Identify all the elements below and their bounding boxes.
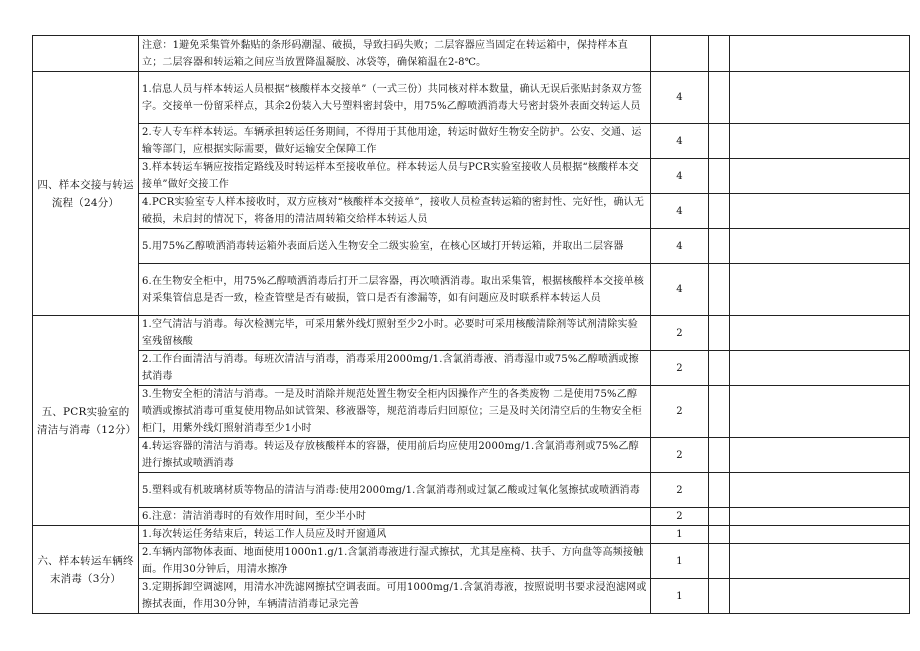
table-row bbox=[33, 544, 910, 579]
table-row bbox=[33, 351, 910, 386]
blank-cell bbox=[709, 264, 730, 316]
remarks-cell bbox=[730, 36, 910, 72]
remarks-cell bbox=[730, 264, 910, 316]
item-text: 6.注意：清洁消毒时的有效作用时间，至少半小时 bbox=[139, 508, 651, 526]
table-row bbox=[33, 124, 910, 159]
inspection-table bbox=[32, 35, 910, 614]
blank-cell bbox=[709, 124, 730, 159]
blank-cell bbox=[709, 229, 730, 264]
blank-cell bbox=[709, 159, 730, 194]
remarks-cell bbox=[730, 386, 910, 438]
category-cell bbox=[33, 36, 139, 72]
table-row bbox=[33, 526, 910, 544]
blank-cell bbox=[709, 72, 730, 124]
note-text: 注意：1避免采集管外黏贴的条形码潮湿、破损，导致扫码失败；二层容器应当固定在转运箱中，保持样本直立；二层容器和转运箱之间应当放置降温凝胶、冰袋等，确保箱温在2-8℃。 bbox=[139, 36, 651, 72]
score-cell: 4 bbox=[651, 194, 709, 229]
score-cell: 1 bbox=[651, 544, 709, 579]
item-text: 4.转运容器的清洁与消毒。转运及存放核酸样本的容器，使用前后均应使用2000mg/1.含氯消毒剂或75%乙醇进行擦拭或喷洒消毒 bbox=[139, 438, 651, 473]
item-text: 3.样本转运车辆应按指定路线及时转运样本至接收单位。样本转运人员与PCR实验室接收人员根据“核酸样本交接单”做好交接工作 bbox=[139, 159, 651, 194]
item-text: 1.空气清洁与消毒。每次检测完毕，可采用紫外线灯照射至少2小时。必要时可采用核酸清除剂等试剂清除实验室残留核酸 bbox=[139, 316, 651, 351]
remarks-cell bbox=[730, 438, 910, 473]
score-cell bbox=[651, 36, 709, 72]
scoring-sheet bbox=[32, 35, 909, 614]
remarks-cell bbox=[730, 124, 910, 159]
score-cell: 2 bbox=[651, 316, 709, 351]
blank-cell bbox=[709, 351, 730, 386]
blank-cell bbox=[709, 36, 730, 72]
item-text: 1.每次转运任务结束后，转运工作人员应及时开窗通风 bbox=[139, 526, 651, 544]
item-text: 5.用75%乙醇喷洒消毒转运箱外表面后送入生物安全二级实验室，在核心区域打开转运箱，并取出二层容器 bbox=[139, 229, 651, 264]
table-row bbox=[33, 473, 910, 508]
score-cell: 2 bbox=[651, 473, 709, 508]
item-text: 3.定期拆卸空调滤网，用清水冲洗滤网擦拭空调表面。可用1000mg/1.含氯消毒液，按照说明书要求浸泡滤网或擦拭表面，作用30分钟，车辆清洁消毒记录完善 bbox=[139, 579, 651, 614]
table-row bbox=[33, 159, 910, 194]
item-text: 6.在生物安全柜中，用75%乙醇喷洒消毒后打开二层容器，再次喷洒消毒。取出采集管，根据核酸样本交接单核对采集管信息是否一致，检查管壁是否有破损，管口是否有渗漏等，如有问题应及时联系样本转运人员 bbox=[139, 264, 651, 316]
item-text: 1.信息人员与样本转运人员根据“核酸样本交接单”（一式三份）共同核对样本数量，确认无误后张贴封条双方签字。交接单一份留采样点，其余2份装入大号塑料密封袋中，用75%乙醇喷洒消毒大号密封袋外表面交转运人员 bbox=[139, 72, 651, 124]
remarks-cell bbox=[730, 544, 910, 579]
score-cell: 2 bbox=[651, 351, 709, 386]
score-cell: 1 bbox=[651, 579, 709, 614]
remarks-cell bbox=[730, 159, 910, 194]
table-row bbox=[33, 386, 910, 438]
item-text: 2.车辆内部物体表面、地面使用1000n1.g/1.含氯消毒液进行湿式擦拭，尤其是座椅、扶手、方向盘等高频接触面。作用30分钟后，用清水擦净 bbox=[139, 544, 651, 579]
score-cell: 4 bbox=[651, 229, 709, 264]
score-cell: 4 bbox=[651, 124, 709, 159]
blank-cell bbox=[709, 473, 730, 508]
section-title: 五、PCR实验室的清洁与消毒（12分） bbox=[33, 316, 139, 526]
section-title: 四、样本交接与转运流程（24分） bbox=[33, 72, 139, 316]
table-row bbox=[33, 508, 910, 526]
remarks-cell bbox=[730, 229, 910, 264]
blank-cell bbox=[709, 579, 730, 614]
table-row bbox=[33, 229, 910, 264]
remarks-cell bbox=[730, 316, 910, 351]
table-row bbox=[33, 264, 910, 316]
score-cell: 2 bbox=[651, 508, 709, 526]
item-text: 5.塑料或有机玻璃材质等物品的清洁与消毒:使用2000mg/1.含氯消毒剂或过氯乙酸或过氧化氢擦拭或喷洒消毒 bbox=[139, 473, 651, 508]
remarks-cell bbox=[730, 194, 910, 229]
score-cell: 2 bbox=[651, 386, 709, 438]
blank-cell bbox=[709, 194, 730, 229]
remarks-cell bbox=[730, 508, 910, 526]
remarks-cell bbox=[730, 351, 910, 386]
table-row bbox=[33, 194, 910, 229]
blank-cell bbox=[709, 316, 730, 351]
score-cell: 4 bbox=[651, 264, 709, 316]
remarks-cell bbox=[730, 526, 910, 544]
blank-cell bbox=[709, 386, 730, 438]
item-text: 2.专人专车样本转运。车辆承担转运任务期间，不得用于其他用途，转运时做好生物安全防护。公安、交通、运输等部门，应根据实际需要，做好运输安全保障工作 bbox=[139, 124, 651, 159]
score-cell: 4 bbox=[651, 159, 709, 194]
remarks-cell bbox=[730, 579, 910, 614]
table-row bbox=[33, 579, 910, 614]
blank-cell bbox=[709, 508, 730, 526]
item-text: 3.生物安全柜的清洁与消毒。一是及时消除并规范处置生物安全柜内因操作产生的各类废物 二是使用75%乙醇喷洒或擦拭消毒可重复使用物品如试管架、移液器等，规范消毒后归回原位；三是及时关闭清空后的生物安全柜柜门，用紫外线灯照射消毒至少1小时 bbox=[139, 386, 651, 438]
blank-cell bbox=[709, 438, 730, 473]
remarks-cell bbox=[730, 473, 910, 508]
blank-cell bbox=[709, 526, 730, 544]
remarks-cell bbox=[730, 72, 910, 124]
table-row bbox=[33, 316, 910, 351]
section-title: 六、样本转运车辆终末消毒（3分） bbox=[33, 526, 139, 614]
blank-cell bbox=[709, 544, 730, 579]
score-cell: 2 bbox=[651, 438, 709, 473]
item-text: 4.PCR实验室专人样本接收时，双方应核对“核酸样本交接单”，接收人员检查转运箱的密封性、完好性，确认无破损，未启封的情况下，将备用的清洁周转箱交给样本转运人员 bbox=[139, 194, 651, 229]
table-row bbox=[33, 36, 910, 72]
table-row bbox=[33, 438, 910, 473]
score-cell: 1 bbox=[651, 526, 709, 544]
item-text: 2.工作台面清洁与消毒。每班次清洁与消毒，消毒采用2000mg/1.含氯消毒液、消毒湿巾或75%乙醇喷洒或擦拭消毒 bbox=[139, 351, 651, 386]
score-cell: 4 bbox=[651, 72, 709, 124]
table-row bbox=[33, 72, 910, 124]
